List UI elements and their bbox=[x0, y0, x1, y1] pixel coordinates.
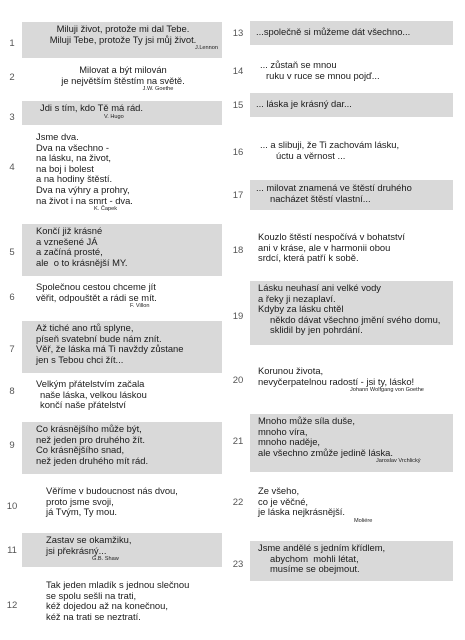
quote-box bbox=[250, 93, 453, 117]
quote-line: úctu a věrnost ... bbox=[276, 149, 346, 161]
quote-box bbox=[250, 364, 453, 398]
quote-line: kéž dojedou až na konečnou, bbox=[46, 600, 168, 612]
quote-author: Moliére bbox=[354, 517, 373, 524]
quote-line: někdo dávat všechno jmění svého domu, bbox=[270, 313, 441, 325]
quote-line: ... zůstaň se mnou bbox=[260, 59, 337, 70]
quote-line: mnoho víra, bbox=[258, 425, 308, 437]
quote-line: ale o to krásnější MY. bbox=[36, 256, 128, 268]
quote-line: nacházet štěstí vlastní... bbox=[270, 192, 371, 204]
quote-line: Co krásnějšího snad, bbox=[36, 444, 125, 456]
quote-line: Jsme andělé s jedním křídlem, bbox=[258, 542, 386, 553]
quote-author: Johann Wolfgang von Goethe bbox=[350, 387, 424, 394]
entry-number: 7 bbox=[9, 344, 15, 355]
entry-number: 22 bbox=[232, 497, 244, 508]
quote-box bbox=[22, 422, 222, 474]
quote-author: V. Hugo bbox=[104, 113, 124, 120]
quote-line: Jsme dva. bbox=[36, 131, 79, 142]
entry-number: 13 bbox=[232, 28, 244, 39]
quote-line: věřit, odpouštět a rádi se mít. bbox=[36, 291, 157, 303]
quote-line: Mnoho může síla duše, bbox=[258, 415, 355, 426]
quote-box bbox=[22, 224, 222, 276]
quote-line: Tak jeden mladík s jednou slečnou bbox=[46, 579, 190, 590]
entry-number: 12 bbox=[6, 600, 18, 611]
quote-line: sklidil by jen pohrdání. bbox=[270, 324, 363, 336]
entry-number: 4 bbox=[9, 162, 15, 173]
quote-box bbox=[22, 101, 222, 125]
entry-number: 8 bbox=[9, 386, 15, 397]
quote-box bbox=[22, 280, 222, 314]
quote-line: píseň svatební bude nám znít. bbox=[36, 332, 162, 344]
quote-line: na život i na smrt - dva. bbox=[36, 194, 133, 206]
quote-box bbox=[22, 578, 222, 630]
quote-line: Společnou cestou chceme jít bbox=[36, 281, 156, 292]
quote-line: se spolu sešli na trati, bbox=[46, 589, 137, 601]
quote-line: a začíná prosté, bbox=[36, 246, 103, 258]
quote-line: na lásku, na život, bbox=[36, 152, 112, 164]
quote-box bbox=[22, 377, 222, 415]
quote-line: ... láska je krásný dar... bbox=[256, 98, 352, 109]
quote-line: Co krásnějšího může být, bbox=[36, 423, 142, 434]
entry-number: 19 bbox=[232, 311, 244, 322]
quote-line: než jeden druhého mít rád. bbox=[36, 454, 149, 466]
quote-line: je největším štěstím na světě. bbox=[61, 74, 185, 86]
entry-number: 10 bbox=[6, 501, 18, 512]
entry-number: 5 bbox=[9, 247, 15, 258]
entry-number: 11 bbox=[7, 545, 17, 556]
quote-box bbox=[250, 484, 453, 528]
quote-box bbox=[250, 281, 453, 345]
quote-author: G.B. Shaw bbox=[92, 556, 119, 563]
quote-line: Končí již krásné bbox=[36, 225, 103, 236]
quote-line: a řeky ji nezaplaví. bbox=[258, 292, 336, 304]
quote-line: a na hodiny štěstí. bbox=[36, 173, 113, 185]
quote-author: J.W. Goethe bbox=[142, 86, 174, 93]
quote-line: je láska nejkrásnější. bbox=[258, 506, 346, 518]
quote-box bbox=[22, 321, 222, 373]
quote-line: Věříme v budoucnost nás dvou, bbox=[46, 485, 178, 496]
quote-line: mnoho naděje, bbox=[258, 436, 321, 448]
quote-line: jen s Tebou chci žít... bbox=[36, 353, 124, 365]
quote-line: Lásku neuhasí ani velké vody bbox=[258, 282, 381, 293]
quote-line: já Tvým, Ty mou. bbox=[46, 506, 118, 518]
quote-box bbox=[250, 21, 453, 45]
quote-box bbox=[22, 63, 222, 97]
quote-box bbox=[22, 22, 222, 58]
quote-author: Jaroslav Vrchlický bbox=[376, 458, 421, 465]
quote-line: Věř, že láska má Ti navždy zůstane bbox=[36, 343, 184, 355]
entry-number: 23 bbox=[232, 559, 244, 570]
quote-line: ruku v ruce se mnou pojď... bbox=[266, 69, 380, 81]
quote-box bbox=[250, 414, 453, 472]
quote-box bbox=[22, 130, 222, 218]
quote-box bbox=[250, 58, 453, 86]
quote-box bbox=[22, 533, 222, 567]
quote-line: ale všechno zmůže jedině láska. bbox=[258, 446, 393, 458]
entry-number: 6 bbox=[9, 292, 15, 303]
entry-number: 18 bbox=[232, 245, 244, 256]
quote-box bbox=[250, 138, 453, 166]
quote-line: ... milovat znamená ve štěstí druhého bbox=[256, 182, 412, 193]
quote-line: Jdi s tím, kdo Tě má rád. bbox=[40, 102, 143, 113]
quote-line: Až tiché ano rtů splyne, bbox=[36, 322, 134, 333]
entry-number: 14 bbox=[232, 66, 244, 77]
entry-number: 3 bbox=[9, 112, 15, 123]
quote-line: Miluji Tebe, protože Ty jsi můj život. bbox=[49, 33, 197, 45]
quote-box bbox=[250, 230, 453, 270]
entry-number: 2 bbox=[9, 72, 15, 83]
quote-line: abychom mohli létat, bbox=[270, 552, 359, 564]
quote-box bbox=[22, 484, 222, 524]
quote-author: J.Lennon bbox=[194, 45, 218, 52]
quote-line: srdcí, která patří k sobě. bbox=[258, 252, 359, 264]
quote-line: Kdyby za lásku chtěl bbox=[258, 303, 344, 315]
quote-line: Zastav se okamžiku, bbox=[46, 534, 132, 545]
quote-line: ... a slibuji, že Ti zachovám lásku, bbox=[260, 139, 400, 150]
quote-line: než jeden pro druhého žít. bbox=[36, 433, 145, 445]
quote-line: musíme se obejmout. bbox=[270, 563, 360, 575]
quote-line: ani v kráse, ale v harmonii obou bbox=[258, 241, 391, 253]
quote-author: F. Villon bbox=[130, 303, 150, 310]
entry-number: 16 bbox=[232, 147, 244, 158]
quote-line: končí naše přátelství bbox=[40, 399, 126, 411]
quote-line: proto jsme svoji, bbox=[46, 495, 114, 507]
quote-line: na boj i bolest bbox=[36, 162, 94, 174]
quote-line: Dva na všechno - bbox=[36, 141, 109, 153]
quote-box bbox=[250, 541, 453, 581]
quote-line: Miluji život, protože mi dal Tebe. bbox=[56, 23, 190, 34]
quote-line: nevyčerpatelnou radostí - jsi ty, lásko! bbox=[258, 375, 415, 387]
quote-line: Dva na výhry a prohry, bbox=[36, 183, 130, 195]
quote-line: jsi překrásný... bbox=[46, 544, 107, 556]
quote-line: co je věčné, bbox=[258, 495, 309, 507]
quote-line: kéž na trati se neztratí. bbox=[46, 610, 141, 622]
quote-line: Velkým přátelstvím začala bbox=[36, 378, 145, 389]
entry-number: 15 bbox=[232, 100, 244, 111]
quote-line: naše láska, velkou láskou bbox=[40, 388, 147, 400]
quote-author: K. Čapek bbox=[94, 206, 118, 213]
quote-line: ...společně si můžeme dát všechno... bbox=[256, 26, 411, 37]
quote-line: a vznešené JÁ bbox=[36, 235, 98, 247]
quote-line: Ze všeho, bbox=[258, 485, 300, 496]
quote-box bbox=[250, 180, 453, 210]
quote-line: Korunou života, bbox=[258, 365, 324, 376]
quote-line: Milovat a být milován bbox=[79, 64, 167, 75]
entry-number: 17 bbox=[232, 190, 244, 201]
entry-number: 1 bbox=[9, 38, 15, 49]
entry-number: 9 bbox=[9, 440, 15, 451]
quote-line: Kouzlo štěstí nespočívá v bohatství bbox=[258, 231, 405, 242]
entry-number: 21 bbox=[232, 436, 244, 447]
entry-number: 20 bbox=[232, 375, 244, 386]
